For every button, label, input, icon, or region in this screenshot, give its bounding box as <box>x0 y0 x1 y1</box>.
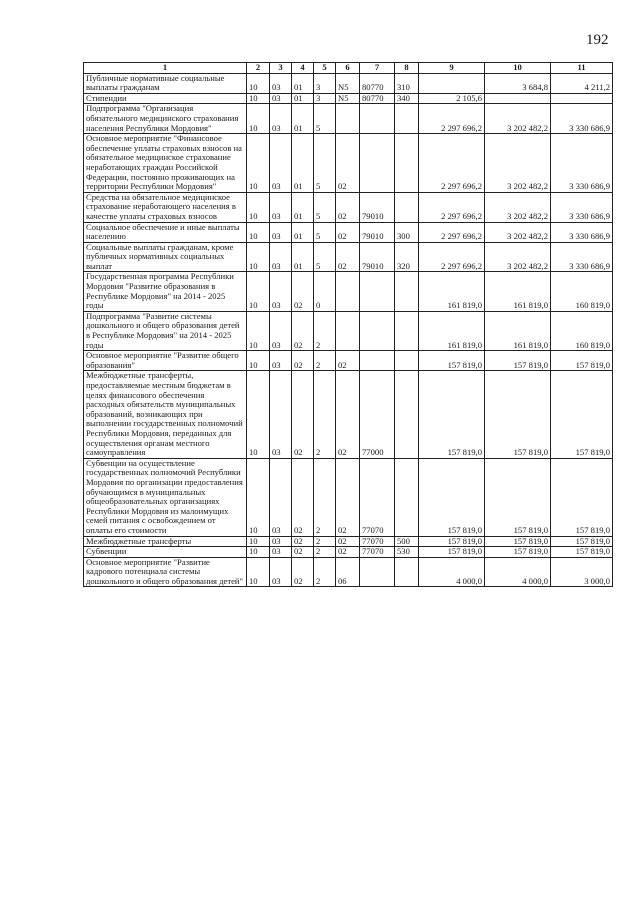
table-row <box>84 73 613 93</box>
amount-cell-col11: 3 000,0 <box>551 557 613 587</box>
column-header: 11 <box>551 63 613 74</box>
amount-cell-col10: 161 819,0 <box>485 272 551 311</box>
subsection-code-cell: 03 <box>270 242 292 272</box>
amount-cell-col9: 157 819,0 <box>419 371 485 458</box>
subprogram-code-cell: 5 <box>314 104 336 134</box>
amount-cell-col9: 157 819,0 <box>419 458 485 536</box>
subprogram-code-cell: 5 <box>314 134 336 193</box>
activity-code-cell: 02 <box>336 547 360 558</box>
table-row <box>84 192 613 222</box>
amount-cell-col10: 3 202 482,2 <box>485 134 551 193</box>
amount-cell-col9: 4 000,0 <box>419 557 485 587</box>
activity-code-cell: 02 <box>336 222 360 242</box>
amount-cell-col10: 3 202 482,2 <box>485 104 551 134</box>
direction-code-cell <box>360 557 395 587</box>
expense-type-cell <box>395 192 419 222</box>
subsection-code-cell: 03 <box>270 272 292 311</box>
program-code-cell: 02 <box>292 351 314 371</box>
direction-code-cell: 79010 <box>360 192 395 222</box>
amount-cell-col9: 161 819,0 <box>419 272 485 311</box>
direction-code-cell <box>360 134 395 193</box>
row-name-cell: Основное мероприятие "Развитие кадрового потенциала системы дошкольного и общего образования детей" <box>84 557 247 587</box>
expense-type-cell: 300 <box>395 222 419 242</box>
subsection-code-cell: 03 <box>270 104 292 134</box>
table-row <box>84 536 613 547</box>
table-row <box>84 93 613 104</box>
amount-cell-col10: 157 819,0 <box>485 547 551 558</box>
direction-code-cell: 80770 <box>360 73 395 93</box>
activity-code-cell: N5 <box>336 93 360 104</box>
subsection-code-cell: 03 <box>270 134 292 193</box>
activity-code-cell: 02 <box>336 351 360 371</box>
amount-cell-col11 <box>551 93 613 104</box>
program-code-cell: 02 <box>292 458 314 536</box>
subsection-code-cell: 03 <box>270 536 292 547</box>
subsection-code-cell: 03 <box>270 557 292 587</box>
section-code-cell: 10 <box>247 272 270 311</box>
table-row <box>84 222 613 242</box>
amount-cell-col11: 160 819,0 <box>551 272 613 311</box>
budget-table <box>83 62 613 587</box>
direction-code-cell: 79010 <box>360 242 395 272</box>
column-header: 4 <box>292 63 314 74</box>
amount-cell-col11: 157 819,0 <box>551 351 613 371</box>
direction-code-cell: 79010 <box>360 222 395 242</box>
column-header: 5 <box>314 63 336 74</box>
program-code-cell: 01 <box>292 134 314 193</box>
subprogram-code-cell: 3 <box>314 73 336 93</box>
page-number: 192 <box>586 32 609 48</box>
subsection-code-cell: 03 <box>270 458 292 536</box>
subsection-code-cell: 03 <box>270 547 292 558</box>
expense-type-cell: 310 <box>395 73 419 93</box>
table-row <box>84 242 613 272</box>
activity-code-cell: 06 <box>336 557 360 587</box>
program-code-cell: 01 <box>292 93 314 104</box>
expense-type-cell <box>395 311 419 350</box>
subsection-code-cell: 03 <box>270 222 292 242</box>
row-name-cell: Средства на обязательное медицинское страхование неработающего населения в качестве уплаты страховых взносов <box>84 192 247 222</box>
column-header: 10 <box>485 63 551 74</box>
subprogram-code-cell: 5 <box>314 242 336 272</box>
direction-code-cell: 77070 <box>360 547 395 558</box>
program-code-cell: 02 <box>292 311 314 350</box>
table-row <box>84 351 613 371</box>
amount-cell-col10: 3 202 482,2 <box>485 242 551 272</box>
subprogram-code-cell: 2 <box>314 536 336 547</box>
direction-code-cell: 80770 <box>360 93 395 104</box>
direction-code-cell <box>360 311 395 350</box>
section-code-cell: 10 <box>247 458 270 536</box>
subsection-code-cell: 03 <box>270 73 292 93</box>
column-header: 9 <box>419 63 485 74</box>
column-header: 2 <box>247 63 270 74</box>
direction-code-cell: 77000 <box>360 371 395 458</box>
activity-code-cell: 02 <box>336 192 360 222</box>
section-code-cell: 10 <box>247 222 270 242</box>
direction-code-cell <box>360 104 395 134</box>
expense-type-cell <box>395 557 419 587</box>
subprogram-code-cell: 2 <box>314 311 336 350</box>
expense-type-cell: 530 <box>395 547 419 558</box>
expense-type-cell <box>395 134 419 193</box>
subprogram-code-cell: 5 <box>314 222 336 242</box>
activity-code-cell: 02 <box>336 458 360 536</box>
table-row <box>84 557 613 587</box>
section-code-cell: 10 <box>247 557 270 587</box>
section-code-cell: 10 <box>247 351 270 371</box>
section-code-cell: 10 <box>247 93 270 104</box>
expense-type-cell: 320 <box>395 242 419 272</box>
expense-type-cell <box>395 371 419 458</box>
subsection-code-cell: 03 <box>270 192 292 222</box>
row-name-cell: Субвенции <box>84 547 247 558</box>
amount-cell-col11: 157 819,0 <box>551 458 613 536</box>
column-header: 6 <box>336 63 360 74</box>
activity-code-cell: N5 <box>336 73 360 93</box>
row-name-cell: Основное мероприятие "Развитие общего образования" <box>84 351 247 371</box>
amount-cell-col9: 161 819,0 <box>419 311 485 350</box>
amount-cell-col10: 157 819,0 <box>485 458 551 536</box>
subprogram-code-cell: 2 <box>314 547 336 558</box>
row-name-cell: Социальное обеспечение и иные выплаты населению <box>84 222 247 242</box>
program-code-cell: 02 <box>292 371 314 458</box>
amount-cell-col11: 157 819,0 <box>551 536 613 547</box>
subsection-code-cell: 03 <box>270 311 292 350</box>
table-body <box>84 63 613 587</box>
program-code-cell: 02 <box>292 547 314 558</box>
program-code-cell: 02 <box>292 557 314 587</box>
section-code-cell: 10 <box>247 192 270 222</box>
activity-code-cell <box>336 272 360 311</box>
amount-cell-col9: 2 297 696,2 <box>419 134 485 193</box>
activity-code-cell <box>336 104 360 134</box>
amount-cell-col10 <box>485 93 551 104</box>
table-header-row <box>84 63 613 74</box>
amount-cell-col10: 3 684,8 <box>485 73 551 93</box>
activity-code-cell: 02 <box>336 134 360 193</box>
row-name-cell: Основное мероприятие "Финансовое обеспечение уплаты страховых взносов на обязательное медицинское страхование неработающих граждан Российской Федерации, постоянно проживающих на территории Республики Мордовия" <box>84 134 247 193</box>
amount-cell-col10: 3 202 482,2 <box>485 222 551 242</box>
section-code-cell: 10 <box>247 311 270 350</box>
expense-type-cell <box>395 351 419 371</box>
program-code-cell: 02 <box>292 272 314 311</box>
section-code-cell: 10 <box>247 73 270 93</box>
amount-cell-col10: 3 202 482,2 <box>485 192 551 222</box>
amount-cell-col11: 3 330 686,9 <box>551 222 613 242</box>
program-code-cell: 02 <box>292 536 314 547</box>
table-row <box>84 458 613 536</box>
amount-cell-col9: 2 105,6 <box>419 93 485 104</box>
row-name-cell: Публичные нормативные социальные выплаты гражданам <box>84 73 247 93</box>
amount-cell-col11: 160 819,0 <box>551 311 613 350</box>
direction-code-cell: 77070 <box>360 536 395 547</box>
column-header: 7 <box>360 63 395 74</box>
row-name-cell: Межбюджетные трансферты, предоставляемые местным бюджетам в целях финансового обеспечения расходных обязательств муниципальных образований, возникающих при выполнении государственных полномочий Республики Мордовия, переданных для осуществления органам местного самоуправления <box>84 371 247 458</box>
row-name-cell: Стипендии <box>84 93 247 104</box>
subsection-code-cell: 03 <box>270 351 292 371</box>
amount-cell-col10: 157 819,0 <box>485 536 551 547</box>
amount-cell-col11: 3 330 686,9 <box>551 104 613 134</box>
direction-code-cell <box>360 351 395 371</box>
row-name-cell: Подпрограмма "Развитие системы дошкольного и общего образования детей в Республике Мордовия" на 2014 - 2025 годы <box>84 311 247 350</box>
amount-cell-col9: 157 819,0 <box>419 536 485 547</box>
amount-cell-col9: 157 819,0 <box>419 547 485 558</box>
table-row <box>84 371 613 458</box>
amount-cell-col9: 157 819,0 <box>419 351 485 371</box>
amount-cell-col11: 4 211,2 <box>551 73 613 93</box>
subprogram-code-cell: 3 <box>314 93 336 104</box>
column-header: 8 <box>395 63 419 74</box>
section-code-cell: 10 <box>247 547 270 558</box>
amount-cell-col11: 157 819,0 <box>551 371 613 458</box>
row-name-cell: Государственная программа Республики Мордовия "Развитие образования в Республике Мордовия" на 2014 - 2025 годы <box>84 272 247 311</box>
program-code-cell: 01 <box>292 73 314 93</box>
amount-cell-col9 <box>419 73 485 93</box>
section-code-cell: 10 <box>247 242 270 272</box>
table-row <box>84 272 613 311</box>
amount-cell-col10: 157 819,0 <box>485 351 551 371</box>
amount-cell-col11: 3 330 686,9 <box>551 134 613 193</box>
program-code-cell: 01 <box>292 222 314 242</box>
amount-cell-col9: 2 297 696,2 <box>419 222 485 242</box>
activity-code-cell: 02 <box>336 536 360 547</box>
amount-cell-col9: 2 297 696,2 <box>419 242 485 272</box>
table-row <box>84 134 613 193</box>
amount-cell-col10: 161 819,0 <box>485 311 551 350</box>
section-code-cell: 10 <box>247 371 270 458</box>
amount-cell-col11: 3 330 686,9 <box>551 242 613 272</box>
subprogram-code-cell: 5 <box>314 192 336 222</box>
section-code-cell: 10 <box>247 134 270 193</box>
amount-cell-col11: 3 330 686,9 <box>551 192 613 222</box>
expense-type-cell: 500 <box>395 536 419 547</box>
subprogram-code-cell: 0 <box>314 272 336 311</box>
column-header: 3 <box>270 63 292 74</box>
row-name-cell: Межбюджетные трансферты <box>84 536 247 547</box>
column-header: 1 <box>84 63 247 74</box>
row-name-cell: Подпрограмма "Организация обязательного медицинского страхования населения Республики Мордовия" <box>84 104 247 134</box>
subprogram-code-cell: 2 <box>314 458 336 536</box>
subprogram-code-cell: 2 <box>314 371 336 458</box>
row-name-cell: Субвенции на осуществление государственных полномочий Республики Мордовия по организации предоставления обучающимся в муниципальных общеобразовательных организациях Республики Мордовия из малоимущих семей питания с освобождением от оплаты его стоимости <box>84 458 247 536</box>
activity-code-cell: 02 <box>336 371 360 458</box>
activity-code-cell <box>336 311 360 350</box>
expense-type-cell <box>395 458 419 536</box>
section-code-cell: 10 <box>247 104 270 134</box>
activity-code-cell: 02 <box>336 242 360 272</box>
subprogram-code-cell: 2 <box>314 557 336 587</box>
subsection-code-cell: 03 <box>270 371 292 458</box>
program-code-cell: 01 <box>292 104 314 134</box>
amount-cell-col9: 2 297 696,2 <box>419 104 485 134</box>
expense-type-cell <box>395 272 419 311</box>
direction-code-cell <box>360 272 395 311</box>
amount-cell-col10: 4 000,0 <box>485 557 551 587</box>
row-name-cell: Социальные выплаты гражданам, кроме публичных нормативных социальных выплат <box>84 242 247 272</box>
program-code-cell: 01 <box>292 242 314 272</box>
expense-type-cell: 340 <box>395 93 419 104</box>
amount-cell-col9: 2 297 696,2 <box>419 192 485 222</box>
table-row <box>84 311 613 350</box>
subsection-code-cell: 03 <box>270 93 292 104</box>
amount-cell-col10: 157 819,0 <box>485 371 551 458</box>
program-code-cell: 01 <box>292 192 314 222</box>
table-row <box>84 104 613 134</box>
expense-type-cell <box>395 104 419 134</box>
subprogram-code-cell: 2 <box>314 351 336 371</box>
direction-code-cell: 77070 <box>360 458 395 536</box>
section-code-cell: 10 <box>247 536 270 547</box>
table-row <box>84 547 613 558</box>
amount-cell-col11: 157 819,0 <box>551 547 613 558</box>
